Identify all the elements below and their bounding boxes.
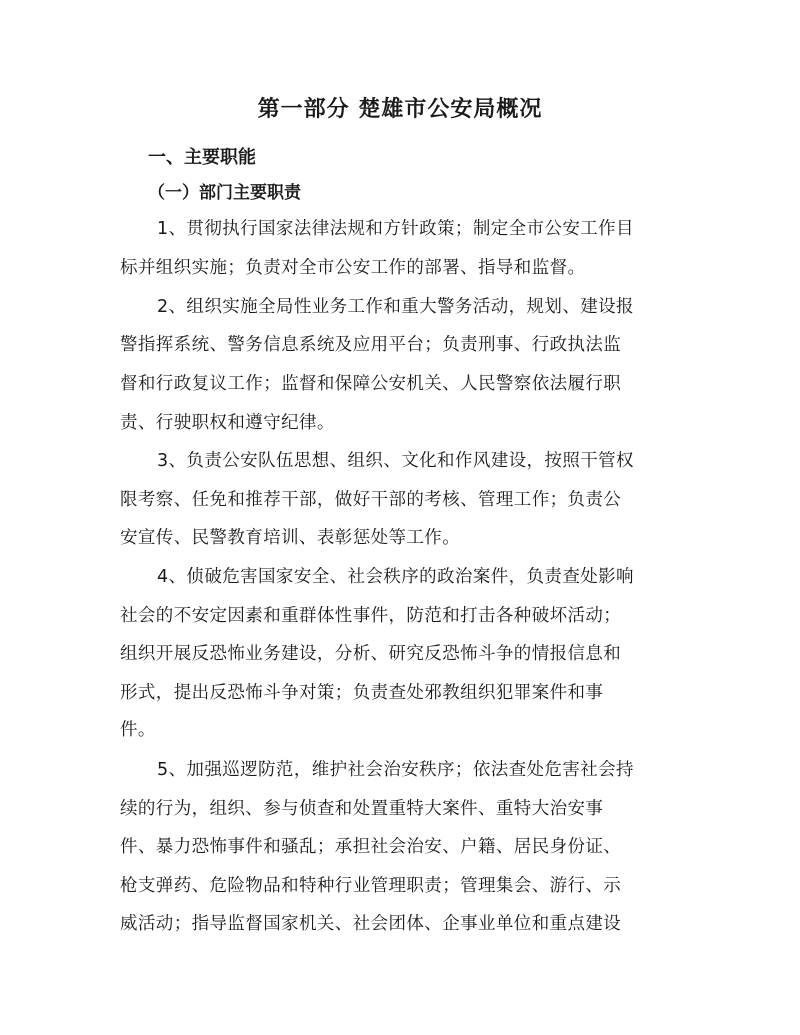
paragraph-line: 形式，提出反恐怖斗争对策；负责查处邪教组织犯罪案件和事 <box>120 683 604 703</box>
paragraph-line: 5、加强巡逻防范，维护社会治安秩序；依法查处危害社会持 <box>157 760 634 780</box>
paragraph-line: 3、负责公安队伍思想、组织、文化和作风建设，按照干管权 <box>157 451 634 471</box>
paragraph-line: 2、组织实施全局性业务工作和重大警务活动，规划、建设报 <box>157 297 634 317</box>
paragraph-line: 警指挥系统、警务信息系统及应用平台；负责刑事、行政执法监 <box>120 335 622 355</box>
paragraph-line: 社会的不安定因素和重群体性事件，防范和打击各种破坏活动； <box>120 606 622 626</box>
section-heading: 一、主要职能 <box>148 147 256 168</box>
page-title: 第一部分 楚雄市公安局概况 <box>257 97 543 122</box>
paragraph-line: 标并组织实施；负责对全市公安工作的部署、指导和监督。 <box>120 258 586 278</box>
paragraph-line: 组织开展反恐怖业务建设，分析、研究反恐怖斗争的情报信息和 <box>120 644 622 664</box>
paragraph-line: 威活动；指导监督国家机关、社会团体、企事业单位和重点建设 <box>120 914 622 934</box>
paragraph-line: 责、行驶职权和遵守纪律。 <box>120 413 335 433</box>
paragraph-line: 4、侦破危害国家安全、社会秩序的政治案件，负责查处影响 <box>157 567 634 587</box>
paragraph-line: 续的行为，组织、参与侦查和处置重特大案件、重特大治安事 <box>120 799 604 819</box>
paragraph-line: 督和行政复议工作；监督和保障公安机关、人民警察依法履行职 <box>120 374 622 394</box>
paragraph-line: 枪支弹药、危险物品和特种行业管理职责；管理集会、游行、示 <box>120 876 622 896</box>
subsection-heading: （一）部门主要职责 <box>148 183 301 203</box>
paragraph-line: 安宣传、民警教育培训、表彰惩处等工作。 <box>120 528 461 548</box>
paragraph-line: 1、贯彻执行国家法律法规和方针政策；制定全市公安工作目 <box>157 219 634 239</box>
paragraph-line: 限考察、任免和推荐干部，做好干部的考核、管理工作；负责公 <box>120 490 622 510</box>
paragraph-line: 件。 <box>120 720 156 740</box>
paragraph-line: 件、暴力恐怖事件和骚乱；承担社会治安、户籍、居民身份证、 <box>120 837 622 857</box>
